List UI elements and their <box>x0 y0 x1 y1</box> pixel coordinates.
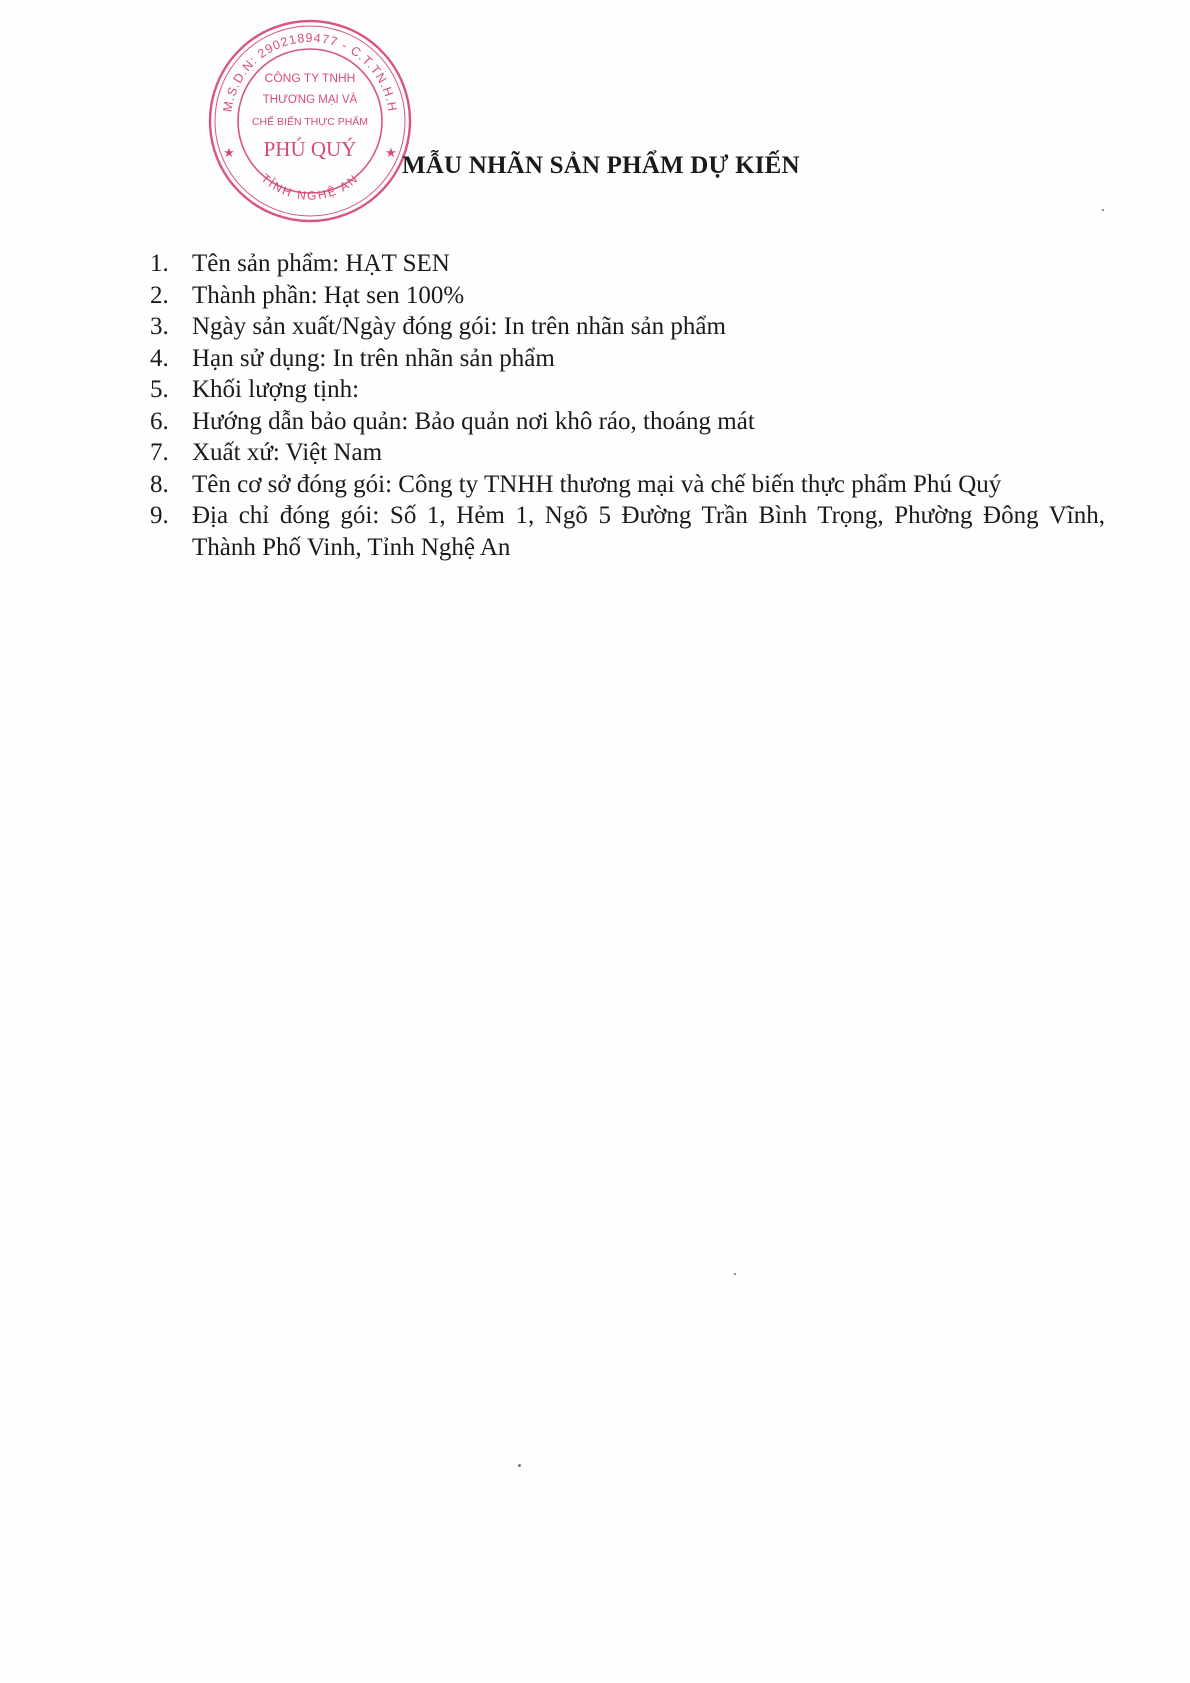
item-text: Ngày sản xuất/Ngày đóng gói: In trên nhãn sản phẩm <box>192 313 726 340</box>
stamp-line-1: CÔNG TY TNHH <box>264 71 356 85</box>
scan-speck <box>518 1464 521 1467</box>
product-label-list <box>150 248 1105 563</box>
scan-speck <box>734 1273 736 1275</box>
list-item <box>150 248 1105 280</box>
item-number: 4. <box>150 344 169 372</box>
company-seal-stamp <box>203 14 417 228</box>
item-number: 9. <box>150 502 169 529</box>
item-text: Địa chỉ đóng gói: Số 1, Hẻm 1, Ngõ 5 Đường Trần Bình Trọng, Phường Đông Vĩnh, Thành Phố Vinh, Tỉnh Nghệ An <box>192 502 1105 561</box>
item-text: Tên cơ sở đóng gói: Công ty TNHH thương mại và chế biến thực phẩm Phú Quý <box>192 470 1002 498</box>
item-number: 2. <box>150 281 169 309</box>
item-text: Xuất xứ: Việt Nam <box>192 439 383 466</box>
item-number: 8. <box>150 470 169 498</box>
stamp-line-2: THƯƠNG MẠI VÀ <box>262 94 358 106</box>
document-title: MẪU NHÃN SẢN PHẨM DỰ KIẾN <box>402 152 800 179</box>
list-item <box>150 437 1105 469</box>
list-item <box>150 280 1105 312</box>
list-item <box>150 500 1105 563</box>
item-number: 3. <box>150 313 169 340</box>
list-item <box>150 343 1105 375</box>
stamp-star-left-icon: ★ <box>223 145 235 160</box>
item-text: Hướng dẫn bảo quản: Bảo quản nơi khô ráo, thoáng mát <box>192 407 755 435</box>
list-item <box>150 311 1105 343</box>
item-number: 5. <box>150 376 169 403</box>
item-text: Khối lượng tịnh: <box>192 376 360 403</box>
list-item <box>150 469 1105 501</box>
stamp-tax-code: M.S.D.N: 2902189477 - C.T.TN.H.H <box>220 30 400 114</box>
list-item <box>150 374 1105 406</box>
item-text: Tên sản phẩm: HẠT SEN <box>192 250 450 277</box>
item-number: 6. <box>150 407 169 435</box>
stamp-province: TỈNH NGHỆ AN <box>258 171 362 203</box>
item-number: 1. <box>150 250 169 277</box>
stamp-star-right-icon: ★ <box>385 145 397 160</box>
item-text: Thành phần: Hạt sen 100% <box>192 281 465 309</box>
svg-text:TỈNH NGHỆ AN <box>259 171 362 203</box>
stamp-line-3: CHẾ BIẾN THỰC PHẨM <box>251 116 369 128</box>
item-text: Hạn sử dụng: In trên nhãn sản phẩm <box>192 344 555 372</box>
stamp-company-name: PHÚ QUÝ <box>263 137 357 161</box>
list-item <box>150 406 1105 438</box>
item-number: 7. <box>150 439 169 466</box>
scan-speck <box>1102 209 1104 211</box>
